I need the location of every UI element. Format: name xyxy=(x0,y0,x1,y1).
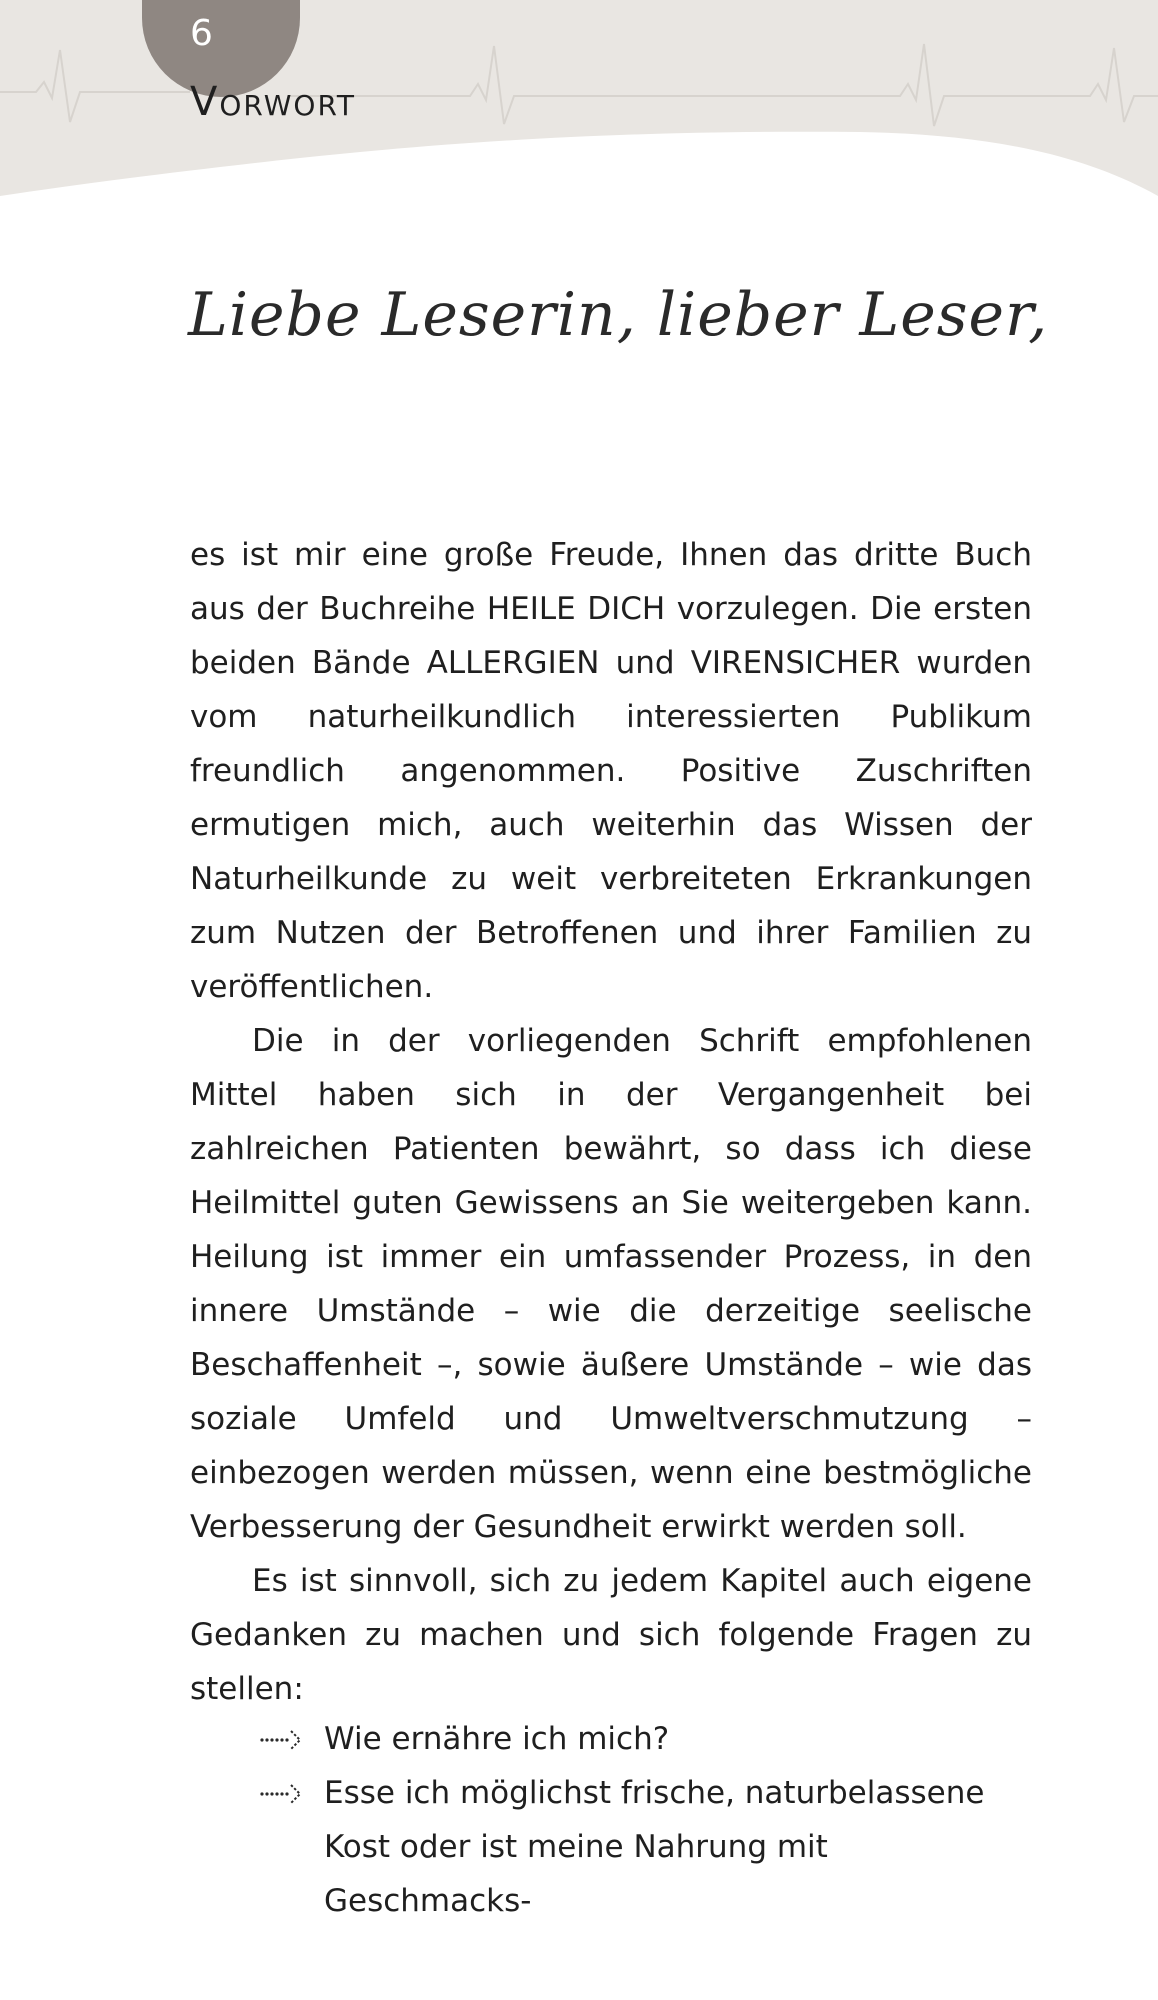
paragraph-2: Die in der vorliegenden Schrift empfohlenen Mittel haben sich in der Vergangenheit bei zahlreichen Patienten bewährt, so dass ich diese Heilmittel guten Gewissens an Sie weitergeben kann. Heilung ist immer ein umfassender Prozess, in den innere Umstände – wie die derzeitige seelische Beschaffenheit –, sowie äußere Umstände – wie das soziale Umfeld und Umweltverschmutzung – einbezogen werden müssen, wenn eine bestmögliche Verbesserung der Gesundheit erwirkt werden soll. xyxy=(190,1023,1032,1545)
page-number: 6 xyxy=(190,13,213,54)
question-list xyxy=(190,1712,1032,1928)
list-item-text: Esse ich möglichst frische, naturbelassene Kost oder ist meine Nahrung mit Geschmacks- xyxy=(324,1775,985,1919)
list-item xyxy=(190,1712,1032,1766)
list-item-text: Wie ernähre ich mich? xyxy=(324,1721,670,1757)
header-band xyxy=(0,0,1158,210)
dotted-arrow-icon xyxy=(260,1729,304,1751)
paragraph-3: Es ist sinnvoll, sich zu jedem Kapitel auch eigene Gedanken zu machen und sich folgende Fragen zu stellen: xyxy=(190,1563,1032,1707)
paragraph-1: es ist mir eine große Freude, Ihnen das dritte Buch aus der Buchreihe HEILE DICH vorzulegen. Die ersten beiden Bände ALLERGIEN und VIRENSICHER wurden vom naturheilkundlich interessierten Publikum freundlich angenommen. Positive Zuschriften ermutigen mich, auch weiterhin das Wissen der Naturheilkunde zu weit verbreiteten Erkrankungen zum Nutzen der Betroffenen und ihrer Familien zu veröffentlichen. xyxy=(190,537,1032,1005)
chapter-title: Vorwort xyxy=(190,79,356,125)
salutation: Liebe Leserin, lieber Leser, xyxy=(188,280,1049,350)
body-text xyxy=(190,528,1032,1716)
list-item xyxy=(190,1766,1032,1928)
dotted-arrow-icon xyxy=(260,1783,304,1805)
page-header xyxy=(0,0,1158,210)
